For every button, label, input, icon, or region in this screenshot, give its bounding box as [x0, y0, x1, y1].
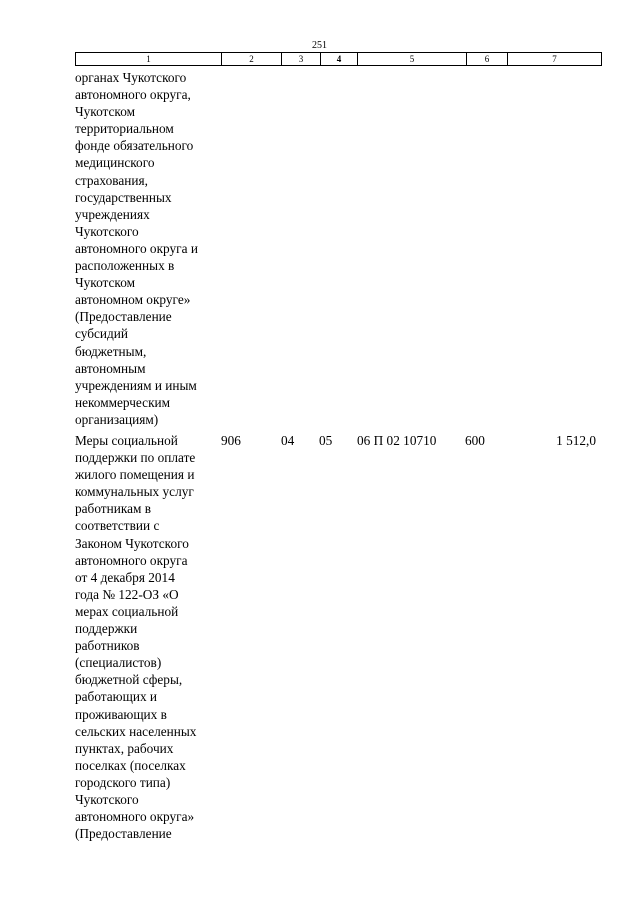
description-line: страхования,: [75, 172, 148, 188]
description-line: поселках (поселках: [75, 757, 186, 773]
description-line: территориальном: [75, 121, 174, 137]
column-header-2: 2: [222, 53, 282, 66]
subsection-code: 05: [319, 433, 333, 448]
description-line: жилого помещения и: [75, 467, 195, 483]
column-header-row: [76, 53, 602, 66]
description-line: органах Чукотского: [75, 70, 187, 85]
description-line: коммунальных услуг: [75, 484, 194, 500]
column-header-table: [75, 52, 602, 66]
description-line: работников: [75, 638, 140, 654]
column-header-4: 4: [321, 53, 358, 66]
description-line: от 4 декабря 2014: [75, 569, 175, 585]
description-line: фонде обязательного: [75, 138, 194, 154]
description-line: пунктах, рабочих: [75, 740, 174, 756]
description-line: субсидий: [75, 326, 128, 342]
description-line: автономном округе»: [75, 292, 191, 308]
description-line: автономного округа,: [75, 87, 191, 103]
description-line: поддержки по оплате: [75, 450, 196, 466]
column-header-5: 5: [358, 53, 467, 66]
description-line: (Предоставление: [75, 309, 172, 325]
description-line: государственных: [75, 189, 172, 205]
description-line: работникам в: [75, 501, 152, 517]
column-header-3: 3: [282, 53, 321, 66]
page-number: 251: [312, 40, 327, 51]
description-line: Чукотского: [75, 223, 139, 239]
description-line: Чукотского: [75, 791, 139, 807]
description-line: Чукотском: [75, 104, 136, 120]
description-line: автономного округа»: [75, 809, 195, 825]
description-line: автономным: [75, 360, 146, 376]
description-line: автономного округа и: [75, 240, 198, 256]
description-line: бюджетной сферы,: [75, 672, 183, 688]
column-header-6: 6: [467, 53, 508, 66]
description-line: соответствии с: [75, 518, 160, 534]
description-line: Меры социальной: [75, 433, 178, 448]
amount-value: 1 512,0: [556, 433, 596, 448]
description-line: городского типа): [75, 774, 171, 790]
description-line: года № 122-ОЗ «О: [75, 586, 179, 602]
description-line: Законом Чукотского: [75, 535, 189, 551]
description-line: бюджетным,: [75, 343, 147, 359]
target-article-code: 06 П 02 10710: [357, 433, 437, 448]
expense-type-code: 600: [465, 433, 485, 448]
description-line: (специалистов): [75, 655, 162, 671]
column-header-1: 1: [76, 53, 222, 66]
description-line: медицинского: [75, 155, 155, 171]
description-line: работающих и: [75, 689, 158, 705]
description-line: поддержки: [75, 621, 138, 637]
description-line: (Предоставление: [75, 826, 172, 842]
description-line: учреждениях: [75, 206, 150, 222]
ministry-code: 906: [221, 433, 241, 448]
description-line: автономного округа: [75, 552, 188, 568]
description-line: организациям): [75, 411, 159, 427]
description-line: Чукотском: [75, 275, 136, 291]
description-line: расположенных в: [75, 258, 175, 274]
row-description: [75, 432, 223, 842]
description-line: мерах социальной: [75, 603, 179, 619]
description-line: сельских населенных: [75, 723, 197, 739]
row-description: [75, 69, 223, 428]
description-line: некоммерческим: [75, 394, 171, 410]
column-header-7: 7: [508, 53, 602, 66]
description-line: учреждениям и иным: [75, 377, 197, 393]
section-code: 04: [281, 433, 295, 448]
description-line: проживающих в: [75, 706, 167, 722]
